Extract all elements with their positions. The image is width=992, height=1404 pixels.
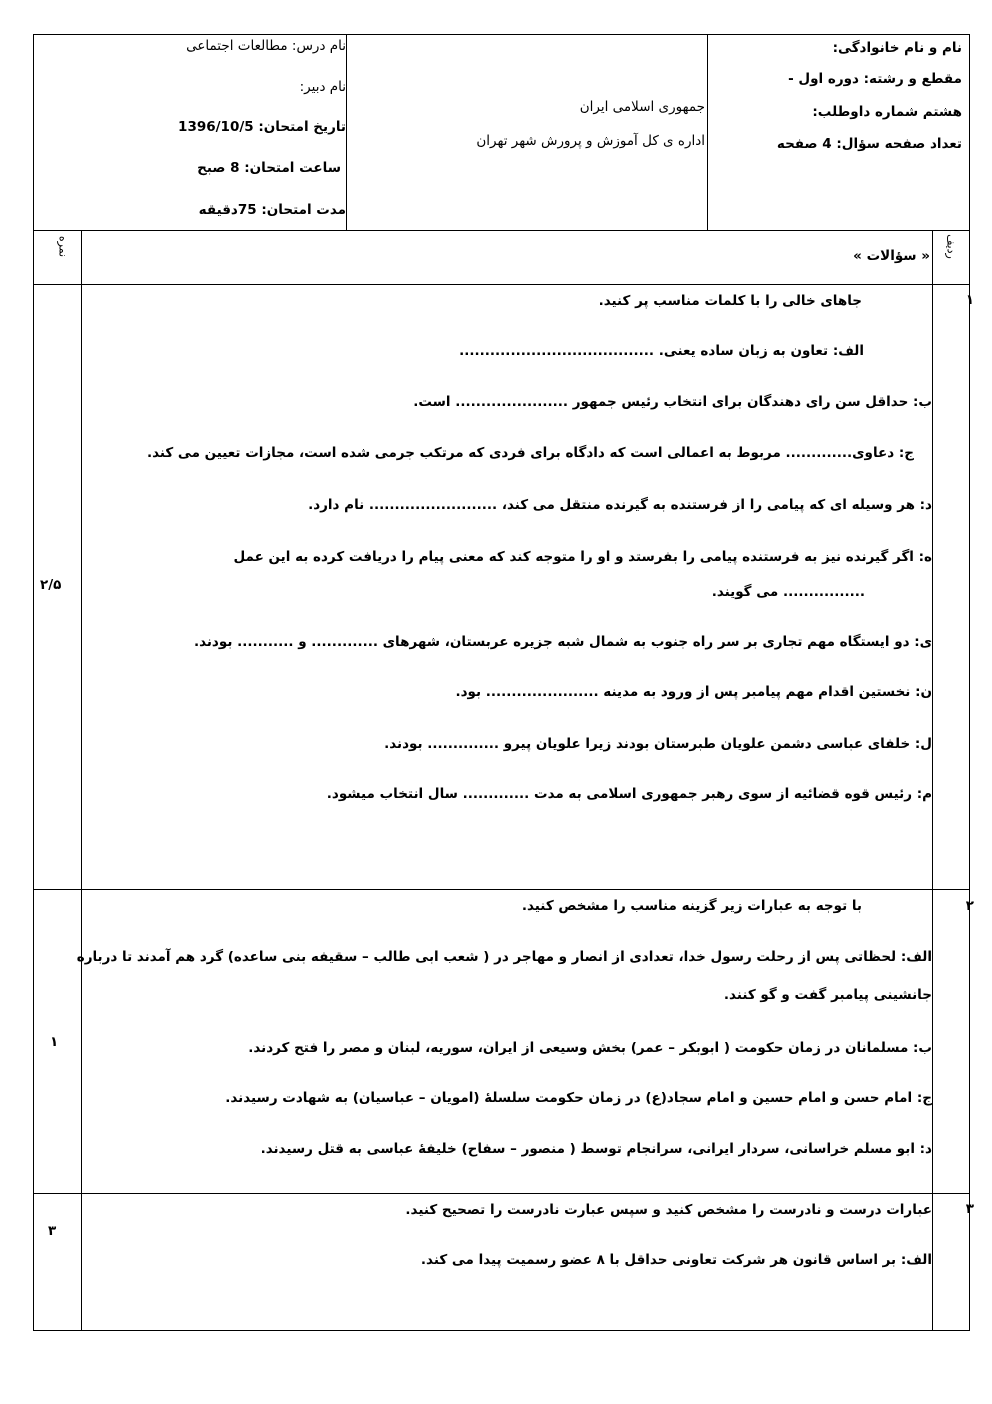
grade-label: مقطع و رشته: دوره اول - bbox=[788, 71, 962, 87]
exam-duration-label: مدت امتحان: 75دقیقه bbox=[198, 202, 346, 218]
question-2-instruction: با توجه به عبارات زیر گزینه مناسب را مشخص کنید. bbox=[521, 898, 862, 914]
teacher-label: نام دبیر: bbox=[299, 79, 346, 95]
exam-time-label: ساعت امتحان: 8 صبح bbox=[197, 160, 341, 176]
question-1-number: ۱ bbox=[965, 292, 974, 308]
border-left bbox=[33, 34, 34, 1331]
header-education-office: اداره ی کل آموزش و پرورش شهر تهران bbox=[476, 133, 705, 149]
page-count-label: تعداد صفحه سؤال: 4 صفحه bbox=[776, 136, 962, 152]
header-country: جمهوری اسلامی ایران bbox=[579, 99, 705, 115]
question-1-bottom-line bbox=[33, 889, 970, 890]
subject-label: نام درس: مطالعات اجتماعی bbox=[186, 38, 346, 54]
question-2-number: ۲ bbox=[965, 898, 974, 914]
question-2-item-a-continued: جانشینی پیامبر گفت و گو کنند. bbox=[723, 987, 932, 1003]
table-header-bottom-line bbox=[33, 284, 970, 285]
question-3-item-a: الف: بر اساس قانون هر شرکت تعاونی حداقل با ۸ عضو رسمیت پیدا می کند. bbox=[420, 1252, 932, 1268]
question-2-bottom-line bbox=[33, 1193, 970, 1194]
header-bottom-line bbox=[33, 230, 970, 231]
candidate-number-label: هشتم شماره داوطلب: bbox=[812, 104, 962, 120]
score-column-line bbox=[81, 230, 82, 1331]
question-1-item-c: ج: دعاوی............. مربوط به اعمالی است که دادگاه برای فردی که مرتکب جرمی شده است، مجازات تعیین می کند. bbox=[146, 445, 914, 461]
question-1-item-l: ل: خلفای عباسی دشمن علویان طبرستان بودند زیرا علویان پیرو .............. بودند. bbox=[384, 736, 932, 752]
question-2-item-d: د: ابو مسلم خراسانی، سردار ایرانی، سرانجام توسط ( منصور – سفاح) خلیفهٔ عباسی به قتل رسیدند. bbox=[260, 1141, 932, 1157]
header-divider-right bbox=[707, 34, 708, 230]
question-2-item-b: ب: مسلمانان در زمان حکومت ( ابوبکر – عمر) بخش وسیعی از ایران، سوریه، لبنان و مصر را فتح کردند. bbox=[248, 1040, 932, 1056]
header-divider-left bbox=[346, 34, 347, 230]
question-3-instruction: عبارات درست و نادرست را مشخص کنید و سپس عبارت نادرست را تصحیح کنید. bbox=[405, 1202, 932, 1218]
row-column-header: ردیف bbox=[944, 234, 958, 259]
question-1-item-m: م: رئیس قوه قضائیه از سوی رهبر جمهوری اسلامی به مدت ............. سال انتخاب میشود. bbox=[326, 786, 932, 802]
questions-column-header: « سؤالات » bbox=[853, 248, 930, 264]
score-column-header: نمره bbox=[56, 235, 70, 258]
question-1-score: ۲/۵ bbox=[40, 577, 62, 593]
row-column-line bbox=[932, 230, 933, 1331]
border-top bbox=[33, 34, 970, 35]
student-name-label: نام و نام خانوادگی: bbox=[832, 40, 962, 56]
question-1-item-e-continued: ................ می گویند. bbox=[711, 584, 865, 600]
question-1-item-n: ن: نخستین اقدام مهم پیامبر پس از ورود به مدینه ...................... بود. bbox=[455, 684, 932, 700]
question-1-item-d: د: هر وسیله ای که پیامی را از فرستنده به گیرنده منتقل می کند، ......................... نام دارد. bbox=[308, 497, 932, 513]
question-1-item-y: ی: دو ایستگاه مهم تجاری بر سر راه جنوب به شمال شبه جزیره عربستان، شهرهای ............. و ........... بودند. bbox=[193, 634, 932, 650]
question-1-item-b: ب: حداقل سن رای دهندگان برای انتخاب رئیس جمهور ...................... است. bbox=[413, 394, 932, 410]
question-2-score: ۱ bbox=[50, 1034, 59, 1050]
question-1-item-e: ه: اگر گیرنده نیز به فرستنده پیامی را بفرستد و او را متوجه کند که معنی پیام را دریافت کرده به این عمل bbox=[233, 549, 932, 565]
border-right bbox=[969, 34, 970, 1331]
border-bottom bbox=[33, 1330, 970, 1331]
question-3-score: ۳ bbox=[48, 1223, 57, 1239]
question-1-instruction: جاهای خالی را با کلمات مناسب پر کنید. bbox=[598, 293, 862, 309]
question-3-number: ۳ bbox=[965, 1201, 974, 1217]
exam-date-label: تاریخ امتحان: 1396/10/5 bbox=[178, 119, 346, 135]
question-1-item-a: الف: تعاون به زبان ساده یعنی. ...................................... bbox=[459, 343, 864, 359]
question-2-item-c: ج: امام حسن و امام حسین و امام سجاد(ع) در زمان حکومت سلسلهٔ (امویان – عباسیان) به شهادت رسیدند. bbox=[225, 1090, 932, 1106]
question-2-item-a: الف: لحظاتی پس از رحلت رسول خدا، تعدادی از انصار و مهاجر در ( شعب ابی طالب – سقیفه بنی ساعده) گرد هم آمدند تا درباره bbox=[76, 949, 932, 965]
